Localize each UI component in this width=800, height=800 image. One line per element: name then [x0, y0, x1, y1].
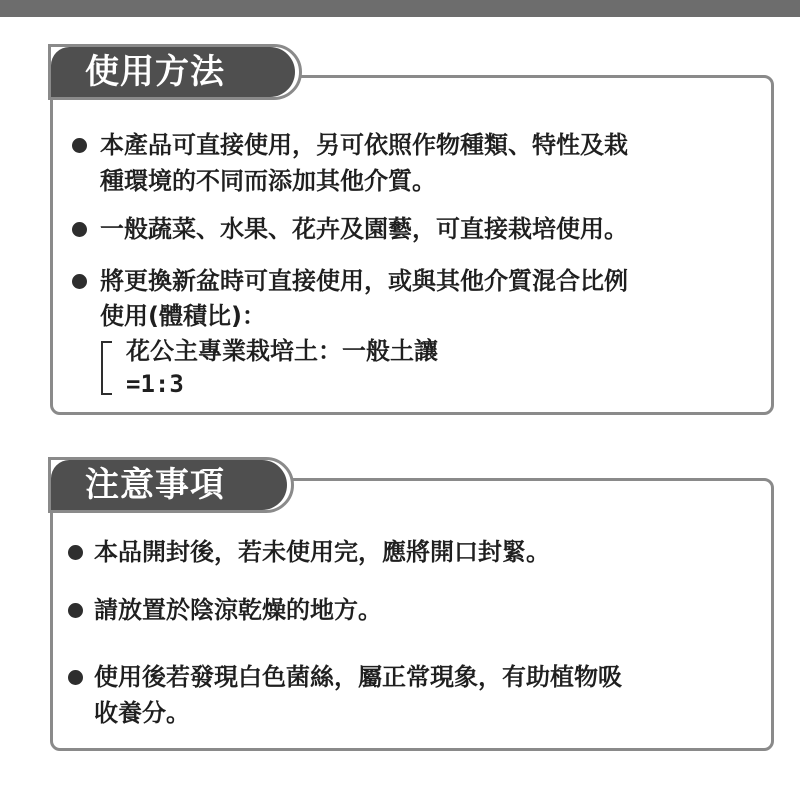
ratio-line-1: 花公主專業栽培土：一般土讓 [126, 337, 438, 365]
bullet-icon [72, 138, 87, 153]
notes-section-tab [48, 457, 294, 513]
bullet-icon [68, 603, 83, 618]
bullet-icon [72, 222, 87, 237]
notes-item-2: 請放置於陰涼乾燥的地方。 [94, 596, 382, 624]
top-bar [0, 0, 800, 17]
notes-item-3-line-1: 使用後若發現白色菌絲，屬正常現象，有助植物吸 [94, 663, 622, 691]
usage-section-title: 使用方法 [85, 52, 225, 92]
bullet-icon [68, 670, 83, 685]
usage-item-1-line-1: 本產品可直接使用，另可依照作物種類、特性及栽 [100, 131, 628, 159]
usage-item-3-line-2: 使用(體積比)： [100, 302, 266, 330]
ratio-bracket [101, 341, 112, 395]
notes-item-3-line-2: 收養分。 [94, 699, 190, 727]
usage-section-tab [48, 44, 302, 100]
ratio-line-2: =1:3 [126, 370, 184, 398]
notes-section-title: 注意事項 [85, 465, 225, 505]
usage-item-1-line-2: 種環境的不同而添加其他介質。 [100, 167, 436, 195]
bullet-icon [72, 274, 87, 289]
notes-item-1: 本品開封後，若未使用完，應將開口封緊。 [94, 538, 550, 566]
usage-item-3-line-1: 將更換新盆時可直接使用，或與其他介質混合比例 [100, 267, 628, 295]
bullet-icon [68, 545, 83, 560]
usage-item-2: 一般蔬菜、水果、花卉及園藝，可直接栽培使用。 [100, 215, 628, 243]
